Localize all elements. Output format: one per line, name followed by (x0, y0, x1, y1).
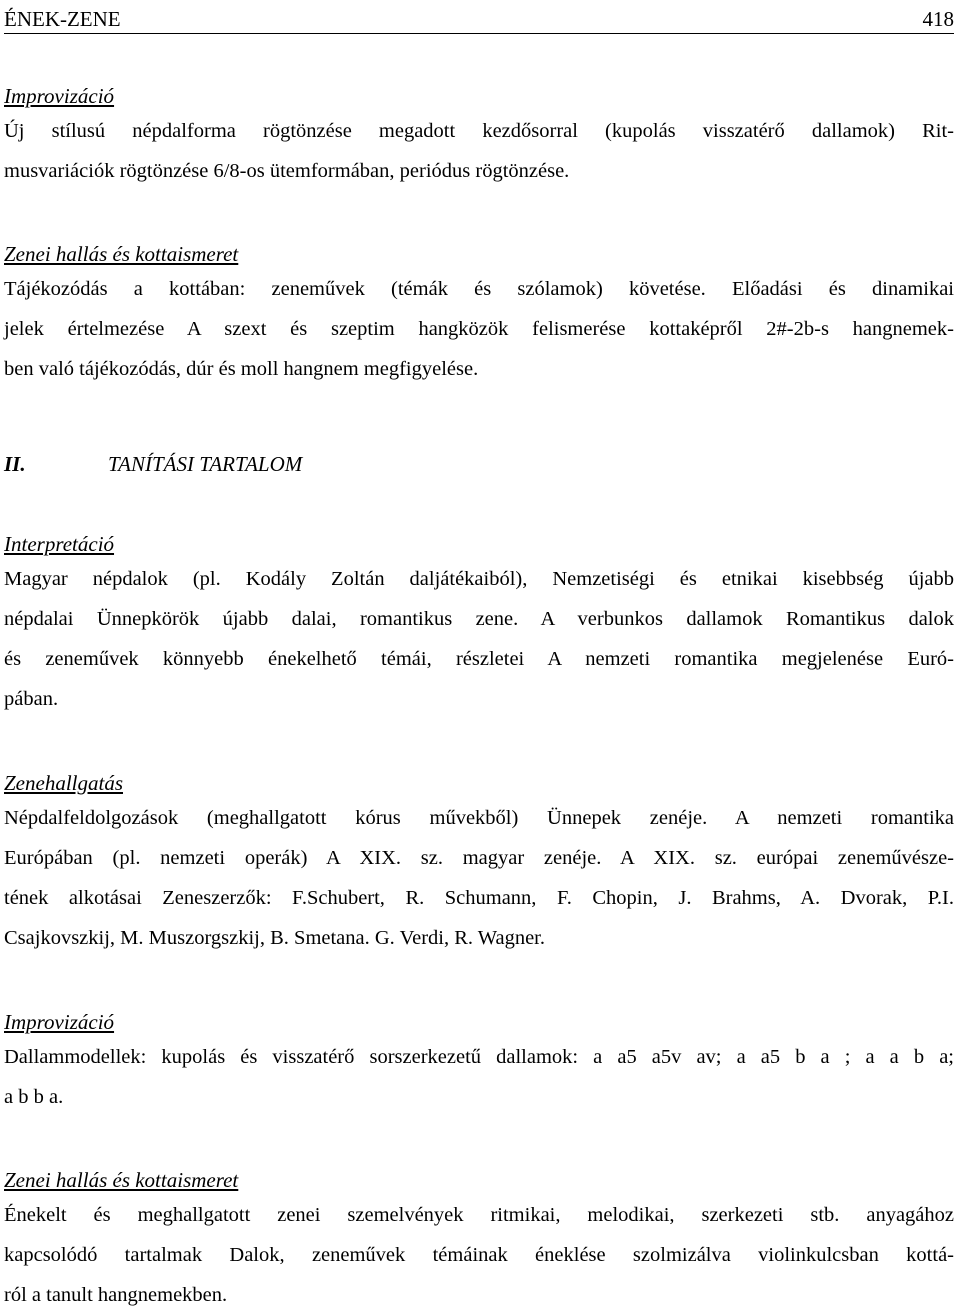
paragraph-line: Magyar népdalok (pl. Kodály Zoltán daljátékaiból), Nemzetiségi és etnikai kisebbség újabb (4, 568, 954, 590)
section-improvizacio-2 (4, 1009, 954, 1117)
paragraph-line: kapcsolódó tartalmak Dalok, zeneművek témáinak éneklése szolmizálva violinkulcsban kottá- (4, 1244, 954, 1266)
paragraph-line: Énekelt és meghallgatott zenei szemelvények ritmikai, melodikai, szerkezeti stb. anyagához (4, 1204, 954, 1226)
section-paragraph (4, 111, 954, 191)
paragraph-line: Tájékozódás a kottában: zeneművek (témák és szólamok) követése. Előadási és dinamikai (4, 278, 954, 300)
paragraph-line: Dallammodellek: kupolás és visszatérő sorszerkezetű dallamok: a a5 a5v av; a a5 b a ; a a b a; (4, 1046, 954, 1068)
page-number: 418 (922, 7, 954, 31)
section-heading: Zenehallgatás (4, 771, 123, 795)
section-heading: Interpretáció (4, 532, 115, 556)
section-paragraph (4, 559, 954, 719)
paragraph-line: pában. (4, 688, 59, 710)
paragraph-line: a b b a. (4, 1086, 64, 1108)
section-interpretacio (4, 531, 954, 719)
page-header (4, 3, 954, 34)
part-number: II. (4, 452, 26, 476)
paragraph-line: musvariációk rögtönzése 6/8-os ütemformában, periódus rögtönzése. (4, 160, 570, 182)
paragraph-line: népdalai Ünnepkörök újabb dalai, romantikus zene. A verbunkos dallamok Romantikus dalok (4, 608, 954, 630)
section-heading: Zenei hallás és kottaismeret (4, 242, 239, 266)
part-heading (4, 451, 302, 477)
paragraph-line: jelek értelmezése A szext és szeptim hangközök felismerése kottaképről 2#-2b-s hangnemek- (4, 318, 954, 340)
section-zenei-hallas-2 (4, 1167, 954, 1315)
section-paragraph (4, 269, 954, 389)
paragraph-line: ról a tanult hangnemekben. (4, 1284, 228, 1306)
paragraph-line: Európában (pl. nemzeti operák) A XIX. sz. magyar zenéje. A XIX. sz. európai zeneművésze- (4, 847, 954, 869)
section-zenei-hallas-1 (4, 241, 954, 389)
section-paragraph (4, 798, 954, 958)
section-heading: Improvizáció (4, 84, 115, 108)
section-zenehallgatas (4, 770, 954, 958)
section-paragraph (4, 1195, 954, 1315)
section-heading: Improvizáció (4, 1010, 115, 1034)
header-title: ÉNEK-ZENE (4, 7, 121, 31)
paragraph-line: és zeneművek könnyebb énekelhető témái, részletei A nemzeti romantika megjelenése Euró- (4, 648, 954, 670)
section-paragraph (4, 1037, 954, 1117)
section-heading: Zenei hallás és kottaismeret (4, 1168, 239, 1192)
paragraph-line: tének alkotásai Zeneszerzők: F.Schubert, R. Schumann, F. Chopin, J. Brahms, A. Dvorak, P.I. (4, 887, 954, 909)
paragraph-line: Csajkovszkij, M. Muszorgszkij, B. Smetana. G. Verdi, R. Wagner. (4, 927, 545, 949)
part-title: TANÍTÁSI TARTALOM (108, 452, 303, 476)
paragraph-line: ben való tájékozódás, dúr és moll hangnem megfigyelése. (4, 358, 479, 380)
section-improvizacio-1 (4, 83, 954, 191)
paragraph-line: Népdalfeldolgozások (meghallgatott kórus művekből) Ünnepek zenéje. A nemzeti romantika (4, 807, 954, 829)
paragraph-line: Új stílusú népdalforma rögtönzése megadott kezdősorral (kupolás visszatérő dallamok) Rit- (4, 120, 954, 142)
